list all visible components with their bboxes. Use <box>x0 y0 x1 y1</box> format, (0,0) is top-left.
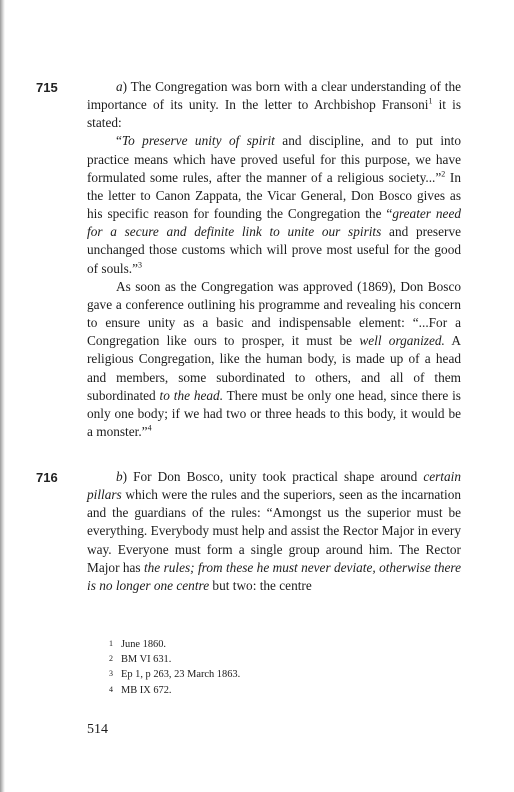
italic-text: the rules; from these he must never deviate, otherwise there is no longer one centre <box>87 559 461 593</box>
footnote-mark: 3 <box>109 669 113 679</box>
page-number: 514 <box>87 722 108 737</box>
footnote-reference: 2 <box>441 169 446 179</box>
italic-text: To preserve unity of spirit <box>121 133 275 149</box>
text-run: A religious Congregation, like the human body, is made up of a head and members, some subordinated to others, and all of them subordinated <box>87 333 461 403</box>
footnote <box>109 683 409 698</box>
paragraph-number-715: 715 <box>36 80 58 95</box>
paragraph-number-716: 716 <box>36 470 58 485</box>
text-run: There must be only one head, since there is only one body; if we had two or three heads to this body, it would be a monster.” <box>87 387 461 439</box>
text-run: and preserve unchanged those customs which will prove most useful for the good of souls.” <box>87 224 461 276</box>
footnote-mark: 1 <box>109 639 113 648</box>
italic-text: to the head. <box>159 387 224 403</box>
footnote <box>109 637 409 652</box>
footnote <box>109 652 409 667</box>
text-run: “ <box>116 133 122 149</box>
footnote-text: June 1860. <box>121 639 167 650</box>
footnote <box>109 667 409 682</box>
section-716-text <box>87 468 461 595</box>
paragraph <box>87 132 461 277</box>
text-run: ) The Congregation was born with a clear understanding of the importance of its unity. In the letter to Archbishop Fransoni <box>87 79 461 113</box>
footnote-mark: 4 <box>109 684 113 694</box>
italic-text: b <box>116 469 123 484</box>
text-run: it is stated: <box>87 97 461 131</box>
page-edge-shadow <box>0 0 5 792</box>
paragraph <box>87 78 461 132</box>
text-run: As soon as the Congregation was approved (1869), Don Bosco gave a conference outlining his programme and revealing his concern to ensure unity as a basic and indispensable element: “...For a Congregation like ours to prosper, it must be <box>87 278 461 349</box>
text-run: ) For Don Bosco, unity took practical shape around <box>122 469 424 484</box>
paragraph <box>87 468 461 595</box>
footnote-text: BM VI 631. <box>121 654 172 666</box>
section-715-text <box>87 78 461 441</box>
footnote-reference: 1 <box>428 96 433 106</box>
footnote-reference: 4 <box>147 423 152 433</box>
italic-text: certain pillars <box>87 469 461 503</box>
footnote-text: MB IX 672. <box>121 684 172 696</box>
italic-text: greater need for a secure and definite link to unite our spirits <box>87 206 461 240</box>
footnote-mark: 2 <box>109 654 113 664</box>
footnote-text: Ep 1, p 263, 23 March 1863. <box>121 669 241 681</box>
paragraph <box>87 278 461 441</box>
footnote-reference: 3 <box>137 260 142 270</box>
text-run: and discipline, and to put into practice means which have proved useful for this purpose, we have formulated some rules, after the manner of a religious society...” <box>87 133 461 185</box>
text-run: but two: the centre <box>209 577 312 593</box>
italic-text: a <box>116 79 123 94</box>
text-run: which were the rules and the superiors, seen as the incarnation and the guardians of the rules: “Amongst us the superior must be everything. Everybody must help and assist the Rector Major in every way. Everyone must form a single group around him. The Rector Major has <box>87 487 461 575</box>
italic-text: well organized. <box>359 333 445 349</box>
footnotes <box>109 637 409 698</box>
text-run: In the letter to Canon Zappata, the Vicar General, Don Bosco gives as his specific reason for founding the Congregation the “ <box>87 169 461 222</box>
